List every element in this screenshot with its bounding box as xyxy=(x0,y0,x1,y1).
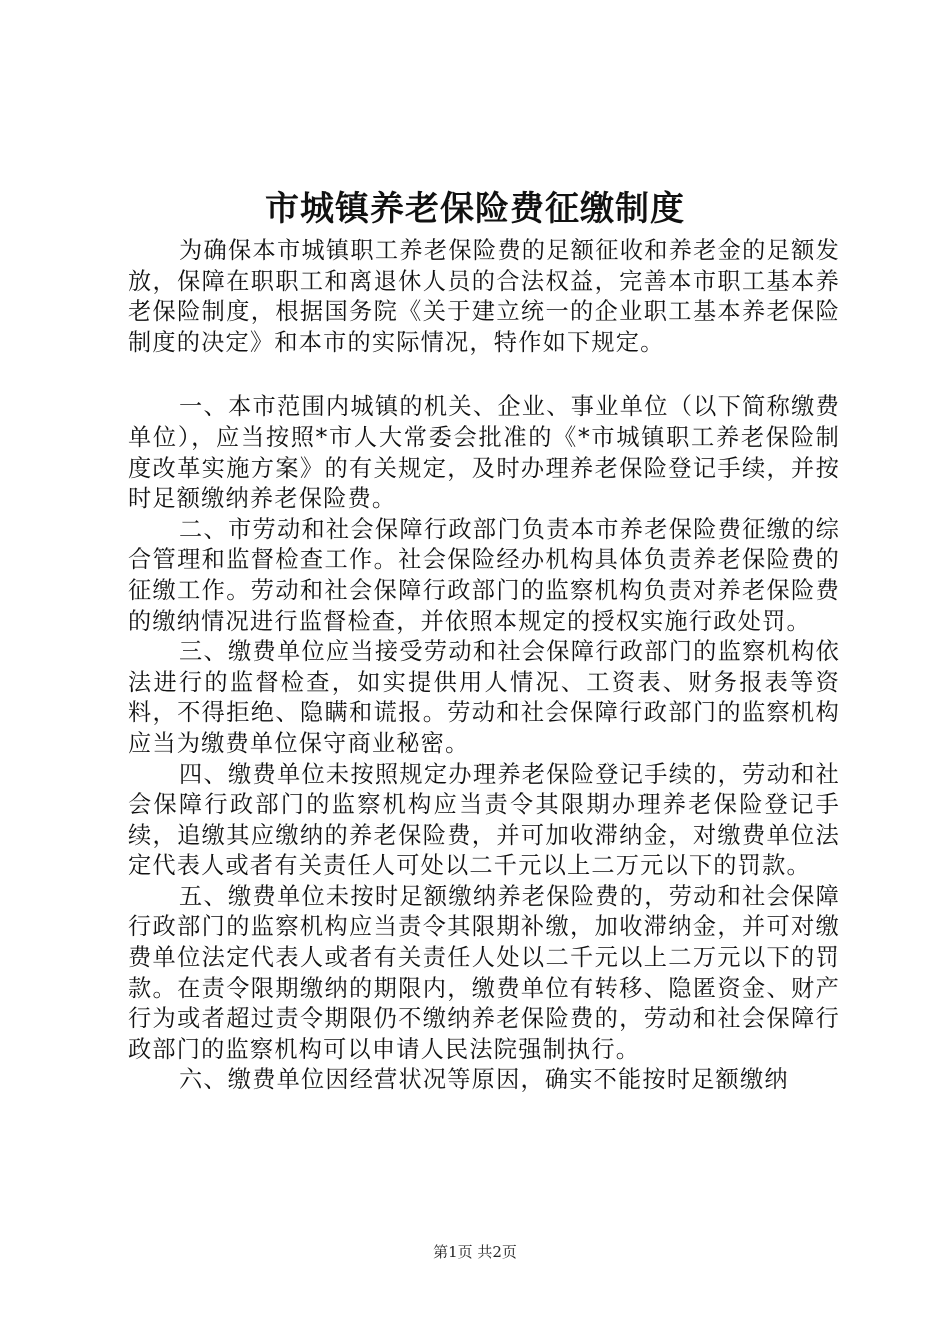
article-4: 四、缴费单位未按照规定办理养老保险登记手续的，劳动和社会保障行政部门的监察机构应当责令其限期办理养老保险登记手续，追缴其应缴纳的养老保险费，并可加收滞纳金，对缴费单位法定代表人或者有关责任人可处以二千元以上二万元以下的罚款。 xyxy=(128,760,840,880)
article-3: 三、缴费单位应当接受劳动和社会保障行政部门的监察机构依法进行的监督检查，如实提供用人情况、工资表、财务报表等资料，不得拒绝、隐瞒和谎报。劳动和社会保障行政部门的监察机构应当为缴费单位保守商业秘密。 xyxy=(128,638,840,757)
intro-paragraph: 为确保本市城镇职工养老保险费的足额征收和养老金的足额发放，保障在职职工和离退休人员的合法权益，完善本市职工基本养老保险制度，根据国务院《关于建立统一的企业职工基本养老保险制度的决定》和本市的实际情况，特作如下规定。 xyxy=(128,237,840,356)
page-footer: 第1页 共2页 xyxy=(433,1243,517,1261)
article-2: 二、市劳动和社会保障行政部门负责本市养老保险费征缴的综合管理和监督检查工作。社会保险经办机构具体负责养老保险费的征缴工作。劳动和社会保障行政部门的监察机构负责对养老保险费的缴纳情况进行监督检查，并依照本规定的授权实施行政处罚。 xyxy=(128,515,840,635)
document-title: 市城镇养老保险费征缴制度 xyxy=(265,189,685,229)
document-body xyxy=(128,236,840,1096)
article-5: 五、缴费单位未按时足额缴纳养老保险费的，劳动和社会保障行政部门的监察机构应当责令其限期补缴，加收滞纳金，并可对缴费单位法定代表人或者有关责任人处以二千元以上二万元以下的罚款。在责令限期缴纳的期限内，缴费单位有转移、隐匿资金、财产行为或者超过责令期限仍不缴纳养老保险费的，劳动和社会保障行政部门的监察机构可以申请人民法院强制执行。 xyxy=(128,882,840,1063)
article-6: 六、缴费单位因经营状况等原因，确实不能按时足额缴纳 xyxy=(179,1066,789,1094)
article-1: 一、本市范围内城镇的机关、企业、事业单位（以下简称缴费单位），应当按照*市人大常委会批准的《*市城镇职工养老保险制度改革实施方案》的有关规定，及时办理养老保险登记手续，并按时足额缴纳养老保险费。 xyxy=(128,393,840,513)
paragraph-gap xyxy=(128,358,840,392)
